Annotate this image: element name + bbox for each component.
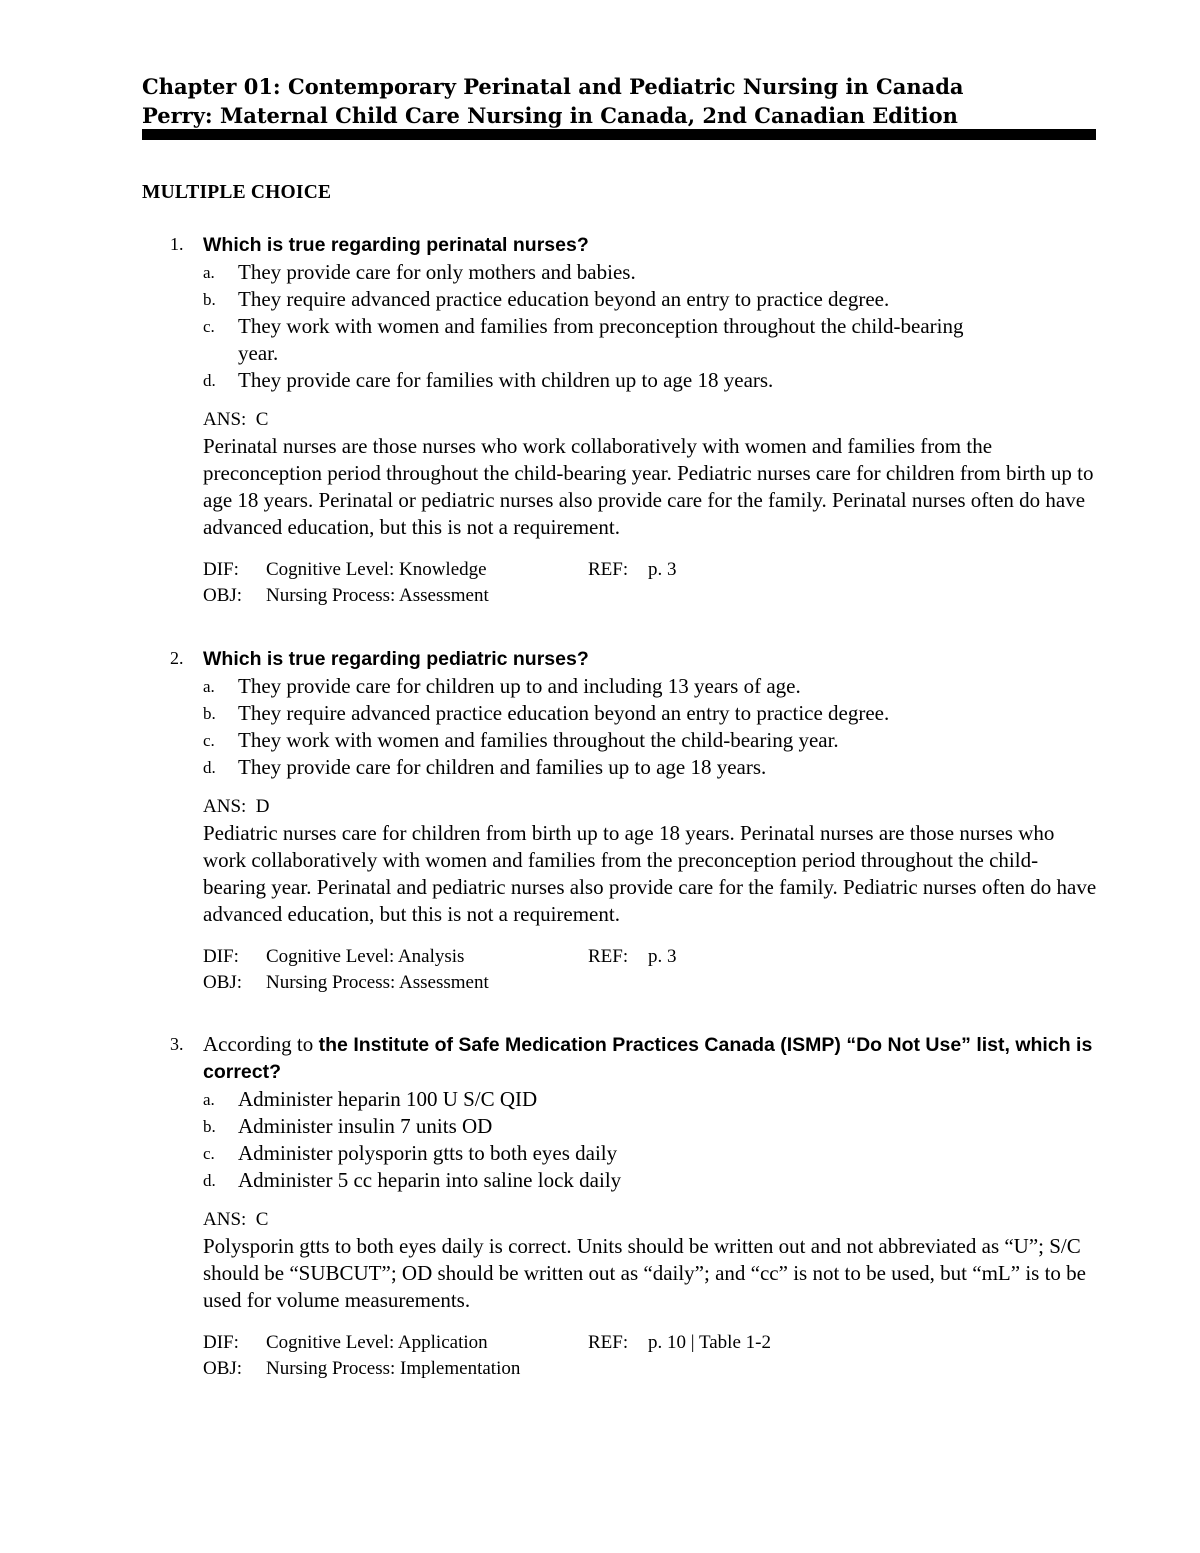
ref-value: p. 3 xyxy=(648,559,677,580)
option-letter: b. xyxy=(203,290,216,309)
question-stem xyxy=(142,645,1102,673)
question-number: 3. xyxy=(170,1034,184,1054)
question-text-main: the Institute of Safe Medication Practices Canada (ISMP) “Do Not Use” list, which is correct? xyxy=(203,1034,1093,1083)
question-metadata xyxy=(203,1330,1102,1382)
option-b xyxy=(142,1113,1102,1140)
answer-line xyxy=(203,1206,1102,1233)
book-title: Perry: Maternal Child Care Nursing in Canada, 2nd Canadian Edition xyxy=(142,103,958,128)
section-title: MULTIPLE CHOICE xyxy=(142,182,332,203)
option-text: Administer polysporin gtts to both eyes daily xyxy=(238,1141,618,1165)
ref-value: p. 3 xyxy=(648,946,677,967)
option-letter: a. xyxy=(203,677,215,696)
option-letter: a. xyxy=(203,263,215,282)
option-text: They provide care for only mothers and babies. xyxy=(238,260,636,284)
option-b xyxy=(142,286,1102,313)
option-letter: c. xyxy=(203,731,215,750)
ref-label: REF: xyxy=(588,1332,629,1353)
dif-label: DIF: xyxy=(203,559,239,580)
dif-label: DIF: xyxy=(203,1332,239,1353)
question-3 xyxy=(142,1031,1102,1382)
question-text xyxy=(203,231,1093,259)
ref-label: REF: xyxy=(588,946,629,967)
option-letter: d. xyxy=(203,1171,216,1190)
answer-value: C xyxy=(255,1209,269,1230)
document-header xyxy=(142,72,1096,130)
option-letter: c. xyxy=(203,1144,215,1163)
header-rule xyxy=(142,129,1096,140)
option-letter: a. xyxy=(203,1090,215,1109)
question-text-lead: According to xyxy=(203,1032,314,1056)
option-a xyxy=(142,1086,1102,1113)
obj-value: Nursing Process: Assessment xyxy=(266,585,489,606)
ref-label: REF: xyxy=(588,559,629,580)
option-text: They provide care for children and families up to age 18 years. xyxy=(238,755,767,779)
question-number: 1. xyxy=(170,234,184,254)
option-d xyxy=(142,1167,1102,1194)
option-b xyxy=(142,700,1102,727)
question-text xyxy=(203,645,1093,673)
question-text xyxy=(203,1031,1093,1086)
option-text: They work with women and families from preconception throughout the child-bearing year. xyxy=(238,314,964,365)
question-2 xyxy=(142,645,1102,996)
dif-label: DIF: xyxy=(203,946,239,967)
option-text: They provide care for families with children up to age 18 years. xyxy=(238,368,774,392)
question-metadata xyxy=(203,557,1102,609)
rationale-text: Perinatal nurses are those nurses who work collaboratively with women and families from the preconception period throughout the child-bearing year. Pediatric nurses care for children from birth up to age 18 years. Perinatal or pediatric nurses also provide care for the family. Perinatal nurses often do have advanced education, but this is not a requirement. xyxy=(203,434,1094,539)
option-text: They require advanced practice education beyond an entry to practice degree. xyxy=(238,287,890,311)
option-text: They provide care for children up to and including 13 years of age. xyxy=(238,674,801,698)
option-d xyxy=(142,367,1102,394)
option-c xyxy=(142,1140,1102,1167)
question-text-main: Which is true regarding pediatric nurses? xyxy=(203,648,589,670)
option-text: Administer heparin 100 U S/C QID xyxy=(238,1087,538,1111)
option-letter: c. xyxy=(203,317,215,336)
rationale-text: Pediatric nurses care for children from birth up to age 18 years. Perinatal nurses are those nurses who work collaboratively with women and families from the preconception period throughout the child-bearing year. Perinatal and pediatric nurses also provide care for the family. Pediatric nurses often do have advanced education, but this is not a requirement. xyxy=(203,821,1097,926)
obj-label: OBJ: xyxy=(203,1358,243,1379)
obj-label: OBJ: xyxy=(203,972,243,993)
obj-value: Nursing Process: Implementation xyxy=(266,1358,521,1379)
dif-ref-row xyxy=(203,557,1102,583)
options-list xyxy=(142,1086,1102,1194)
question-stem xyxy=(142,231,1102,259)
dif-ref-row xyxy=(203,944,1102,970)
option-text: They work with women and families throughout the child-bearing year. xyxy=(238,728,839,752)
ref-value: p. 10 | Table 1-2 xyxy=(648,1332,771,1353)
option-a xyxy=(142,673,1102,700)
answer-block xyxy=(203,1206,1102,1314)
answer-value: D xyxy=(255,796,270,817)
option-c xyxy=(142,727,1102,754)
option-c xyxy=(142,313,1102,367)
option-letter: b. xyxy=(203,1117,216,1136)
answer-line xyxy=(203,793,1102,820)
option-d xyxy=(142,754,1102,781)
chapter-title: Chapter 01: Contemporary Perinatal and Pediatric Nursing in Canada xyxy=(142,74,964,99)
rationale-text: Polysporin gtts to both eyes daily is correct. Units should be written out and not abbreviated as “U”; S/C should be “SUBCUT”; OD should be written out as “daily”; and “cc” is not to be used, but “mL” is to be used for volume measurements. xyxy=(203,1234,1086,1312)
question-1 xyxy=(142,231,1102,609)
options-list xyxy=(142,673,1102,781)
option-text: Administer 5 cc heparin into saline lock daily xyxy=(238,1168,622,1192)
option-letter: d. xyxy=(203,758,216,777)
answer-block xyxy=(203,406,1102,541)
obj-row xyxy=(203,1356,1102,1382)
option-text: Administer insulin 7 units OD xyxy=(238,1114,493,1138)
option-text: They require advanced practice education beyond an entry to practice degree. xyxy=(238,701,890,725)
dif-value: Cognitive Level: Knowledge xyxy=(266,559,487,580)
answer-label: ANS: xyxy=(203,1209,247,1230)
dif-ref-row xyxy=(203,1330,1102,1356)
option-letter: b. xyxy=(203,704,216,723)
answer-label: ANS: xyxy=(203,796,247,817)
question-metadata xyxy=(203,944,1102,996)
question-text-main: Which is true regarding perinatal nurses? xyxy=(203,234,589,256)
obj-row xyxy=(203,583,1102,609)
answer-line xyxy=(203,406,1102,433)
question-stem xyxy=(142,1031,1102,1086)
answer-value: C xyxy=(255,409,269,430)
obj-row xyxy=(203,970,1102,996)
answer-block xyxy=(203,793,1102,928)
option-letter: d. xyxy=(203,371,216,390)
dif-value: Cognitive Level: Analysis xyxy=(266,946,465,967)
option-a xyxy=(142,259,1102,286)
dif-value: Cognitive Level: Application xyxy=(266,1332,488,1353)
answer-label: ANS: xyxy=(203,409,247,430)
obj-value: Nursing Process: Assessment xyxy=(266,972,489,993)
obj-label: OBJ: xyxy=(203,585,243,606)
question-number: 2. xyxy=(170,648,184,668)
options-list xyxy=(142,259,1102,394)
